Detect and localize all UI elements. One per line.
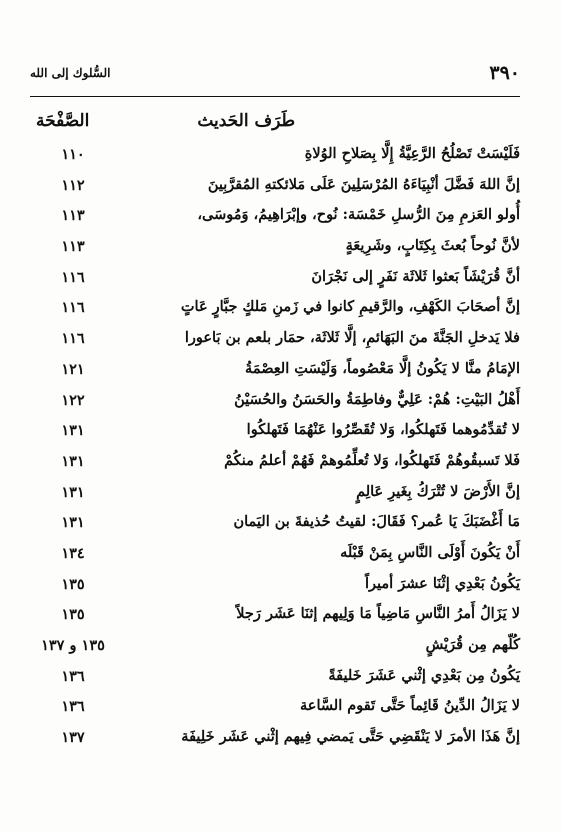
index-row	[30, 293, 520, 324]
index-row	[30, 447, 520, 478]
hadith-text: أُولو العَزمِ مِنَ الرُّسلِ خَمْسَة: نُوح، وإبْرَاهِيمُ، وَمُوسَى،	[197, 206, 520, 224]
page-ref: ١٣٥	[61, 575, 85, 593]
hadith-text: يَكُونُ مِن بَعْدِي إثْني عَشَرَ خَليفَةً	[328, 666, 520, 684]
page-ref: ١٢١	[61, 360, 85, 378]
page-ref: ١١٣	[61, 238, 85, 256]
hadith-text: فَلَيْسَتْ تَصْلُحُ الرَّعِيَّةُ إِلَّا بِصَلاحِ الوُلاةِ	[304, 145, 520, 162]
index-row	[30, 692, 520, 723]
page-ref: ١٣٦	[61, 667, 85, 685]
page-ref: ١٣١	[61, 514, 85, 532]
hadith-text: الإمَامُ منَّا لا يَكُونُ إلَّا مَعْصُوماً، وَلَيْسَتِ العِصْمَةُ	[245, 359, 520, 377]
hadith-text: مَا أَغْضَبَكَ يَا عُمر؟ فَقَالَ: لقيتُ حُذيفةَ بن اليَمان	[233, 513, 520, 531]
hadith-text: لا يَزَالُ أَمرُ النَّاسِ مَاضِياً مَا وَلِيهم إثنَا عَشَر رَجلاً	[236, 605, 520, 623]
index-row	[30, 570, 520, 601]
hadith-text: إنَّ هَذَا الأمرَ لا يَنْقَضِي حَتَّى يَمضي فِيهم إثْني عَشَر خَلِيفَة	[181, 728, 520, 746]
page-ref: ١٣٧	[61, 729, 85, 747]
index-row	[30, 508, 520, 539]
index-row	[30, 600, 520, 631]
page-number: ٣٩٠	[489, 62, 520, 84]
index-row	[30, 478, 520, 509]
page-ref: ١٣٥ و ١٣٧	[41, 637, 105, 654]
hadith-text: إنَّ اللهَ فَضَّلَ أنْبِيَاءَهُ المُرْسَلِينَ عَلَى مَلائكتهِ المُقرَّبِينَ	[207, 175, 520, 193]
hadith-text: فلا يَدخلِ الجَنَّةَ منَ البَهَائمِ، إلَّا ثَلاثَة، حمَار بلعم بن بَاعورا	[184, 329, 520, 347]
page-ref: ١٣١	[61, 422, 85, 440]
header-rule	[30, 96, 520, 97]
index-row	[30, 324, 520, 355]
index-row	[30, 386, 520, 417]
index-row	[30, 201, 520, 232]
column-headers	[30, 111, 520, 139]
hadith-column-header: طَرَف الحَديث	[197, 111, 295, 131]
index-row	[30, 416, 520, 447]
page-ref: ١١٢	[61, 176, 85, 194]
page-ref: ١٣٦	[61, 698, 85, 716]
index-row	[30, 263, 520, 294]
hadith-text: لا تُقدِّمُوهما فَتَهلكُوا، وَلا تُقَصِّرُوا عَنْهُمَا فَتَهلكُوا	[246, 421, 520, 439]
index-row	[30, 539, 520, 570]
index-row	[30, 631, 520, 662]
index-row	[30, 140, 520, 171]
page-ref: ١١٦	[61, 299, 85, 317]
index-row	[30, 355, 520, 386]
hadith-text: لا يَزَالُ الدِّينُ قَائِماً حَتَّى تَقوم السَّاعة	[300, 697, 520, 715]
hadith-text: كُلّهم مِن قُرَيْشٍ	[425, 636, 520, 653]
page-ref: ١١٣	[61, 207, 85, 225]
hadith-text: أنَّ قُرَيْشَاً بَعثوا ثَلاثَة نَفَرٍ إلى نَجْرَانَ	[311, 267, 520, 285]
index-row	[30, 232, 520, 263]
page-ref: ١٣٥	[61, 606, 85, 624]
hadith-text: أَهْلُ البَيْتِ: هُمْ: عَلِيٌّ وفاطِمَةُ والحَسَنُ والحُسَيْنُ	[234, 390, 520, 408]
hadith-text: إنَّ الأَرْضَ لا تُتْرَكُ بِغَيرِ عَالِمٍ	[356, 482, 520, 500]
running-head	[30, 60, 520, 90]
hadith-text: لأنَّ نُوحاً بُعثَ بِكِتَابٍ، وشَرِيعَةٍ	[345, 237, 520, 255]
page-ref: ١٣١	[61, 452, 85, 470]
page-ref: ١١٠	[61, 146, 85, 163]
hadith-text: يَكُونُ بَعْدِي إثْنَا عشرَ أميراً	[364, 574, 520, 592]
page-ref: ١١٦	[61, 268, 85, 286]
page-ref: ١٣١	[61, 483, 85, 501]
page-column-header: الصَّفْحَة	[36, 111, 90, 131]
index-list	[30, 140, 520, 754]
page-ref: ١١٦	[61, 330, 85, 348]
index-row	[30, 171, 520, 202]
page-ref: ١٢٢	[61, 391, 85, 409]
hadith-text: إنَّ أصحَابَ الكَهْفِ، والرَّقيمِ كانوا في زَمنِ مَلكٍ جبَّارٍ عَاتٍ	[180, 298, 520, 316]
index-row	[30, 723, 520, 754]
index-row	[30, 662, 520, 693]
hadith-text: أَنْ يَكُونَ أَوْلَى النَّاسِ بِمَنْ قَبْلَه	[340, 543, 520, 561]
page-ref: ١٣٤	[61, 544, 85, 562]
book-title: السُّلوك إلى الله	[30, 66, 111, 80]
hadith-text: فَلا تَسبقُوهُمْ فَتَهلكُوا، وَلا تُعلِّمُوهمْ فَهُمْ أعلمُ منكُمْ	[224, 451, 520, 469]
